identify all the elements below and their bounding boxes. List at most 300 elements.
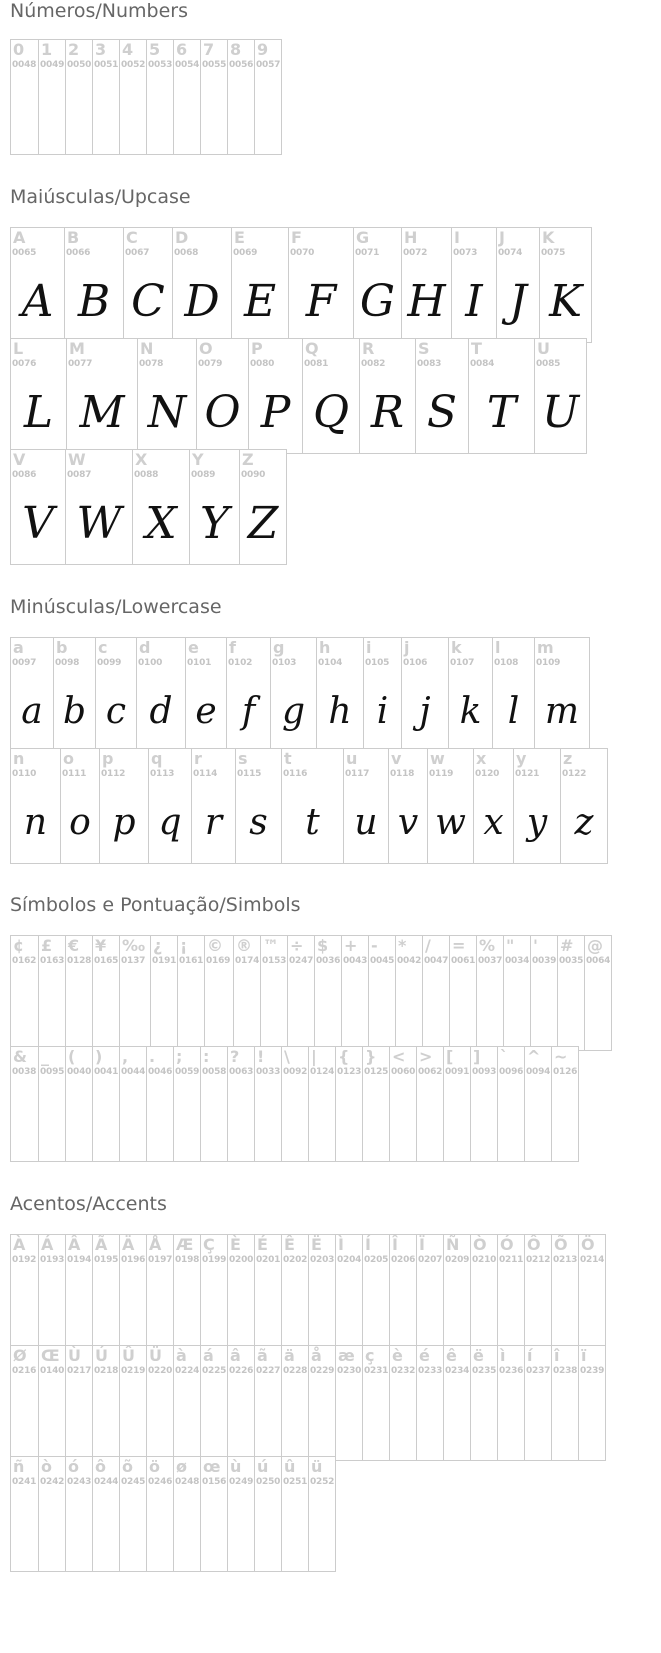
glyph-code-label: 0211: [499, 1255, 524, 1265]
glyph-cell-0084: [468, 338, 535, 454]
script-glyph-sample: y: [526, 801, 548, 843]
glyph-code-label: 0250: [256, 1477, 281, 1487]
glyph-code-label: 0204: [337, 1255, 362, 1265]
glyph-code-label: 0230: [337, 1366, 362, 1376]
glyph-char-label: ^: [527, 1047, 541, 1066]
glyph-code-label: 0084: [470, 359, 495, 369]
glyph-char-label: }: [365, 1047, 377, 1066]
glyph-char-label: x: [476, 749, 487, 768]
glyph-code-label: 0214: [580, 1255, 605, 1265]
script-glyph-sample: m: [544, 690, 580, 732]
glyph-char-label: |: [311, 1047, 317, 1066]
glyph-code-label: 0107: [450, 658, 475, 668]
glyph-cell-0112: [99, 748, 149, 864]
glyph-cell-0219: [119, 1345, 147, 1461]
glyph-cell-0212: [524, 1234, 552, 1350]
glyph-cell-0047: [422, 935, 450, 1051]
glyph-code-label: 0103: [272, 658, 297, 668]
glyph-cell-0140: [38, 1345, 66, 1461]
glyph-code-label: 0247: [289, 956, 314, 966]
glyph-cell-0119: [427, 748, 474, 864]
glyph-code-label: 0200: [229, 1255, 254, 1265]
script-glyph-sample: T: [486, 386, 517, 438]
glyph-cell-0217: [65, 1345, 93, 1461]
glyph-code-label: 0118: [390, 769, 415, 779]
glyph-code-label: 0086: [12, 470, 37, 480]
glyph-char-label: 4: [122, 40, 134, 59]
glyph-code-label: 0248: [175, 1477, 200, 1487]
glyph-code-label: 0102: [228, 658, 253, 668]
glyph-cell-0117: [343, 748, 389, 864]
glyph-char-label: Î: [392, 1235, 398, 1254]
glyph-code-label: 0196: [121, 1255, 146, 1265]
glyph-cell-0060: [389, 1046, 417, 1162]
glyph-char-label: (: [68, 1047, 76, 1066]
glyph-code-label: 0244: [94, 1477, 119, 1487]
glyph-cell-0165: [92, 935, 120, 1051]
glyph-cell-0067: [123, 227, 173, 343]
glyph-char-label: î: [554, 1346, 560, 1365]
glyph-char-label: V: [13, 450, 26, 469]
glyph-code-label: 0067: [125, 248, 150, 258]
glyph-cell-0058: [200, 1046, 228, 1162]
glyph-char-label: <: [392, 1047, 406, 1066]
glyph-code-label: 0093: [472, 1067, 497, 1077]
glyph-char-label: 8: [230, 40, 242, 59]
glyph-char-label: I: [454, 228, 460, 247]
glyph-code-label: 0165: [94, 956, 119, 966]
glyph-cell-0220: [146, 1345, 174, 1461]
glyph-cell-0053: [146, 39, 174, 155]
glyph-char-label: o: [63, 749, 74, 768]
glyph-cell-0115: [235, 748, 282, 864]
script-glyph-sample: J: [509, 275, 527, 327]
section-upcase: [10, 186, 582, 549]
glyph-code-label: 0092: [283, 1067, 308, 1077]
glyph-cell-0202: [281, 1234, 309, 1350]
glyph-char-label: &: [13, 1047, 27, 1066]
glyph-cell-0086: [10, 449, 66, 565]
glyph-char-label: B: [67, 228, 80, 247]
glyph-char-label: ‰: [122, 936, 146, 955]
script-glyph-sample: A: [21, 275, 54, 327]
glyph-cell-0051: [92, 39, 120, 155]
glyph-cell-0214: [578, 1234, 606, 1350]
glyph-char-label: d: [139, 638, 151, 657]
glyph-cell-0039: [530, 935, 558, 1051]
glyph-code-label: 0174: [235, 956, 260, 966]
script-glyph-sample: h: [328, 690, 352, 732]
glyph-cell-0036: [314, 935, 342, 1051]
glyph-code-label: 0061: [451, 956, 476, 966]
glyph-char-label: å: [311, 1346, 322, 1365]
glyph-cell-0248: [173, 1456, 201, 1572]
glyph-code-label: 0243: [67, 1477, 92, 1487]
glyph-cell-0116: [281, 748, 344, 864]
glyph-cell-0237: [524, 1345, 552, 1461]
glyph-cell-0200: [227, 1234, 255, 1350]
glyph-cell-0249: [227, 1456, 255, 1572]
glyph-char-label: Ê: [284, 1235, 295, 1254]
glyph-code-label: 0111: [62, 769, 87, 779]
glyph-cell-0055: [200, 39, 228, 155]
glyph-code-label: 0075: [541, 248, 566, 258]
glyph-char-label: Ç: [203, 1235, 215, 1254]
glyph-char-label: y: [516, 749, 527, 768]
glyph-char-label: i: [366, 638, 372, 657]
glyph-cell-0216: [10, 1345, 39, 1461]
glyph-row: [10, 1345, 605, 1461]
glyph-char-label: t: [284, 749, 292, 768]
glyph-code-label: 0228: [283, 1366, 308, 1376]
glyph-char-label: û: [284, 1457, 296, 1476]
glyph-row: [10, 637, 589, 753]
script-glyph-sample: U: [541, 386, 580, 438]
glyph-code-label: 0212: [526, 1255, 551, 1265]
glyph-cell-0123: [335, 1046, 363, 1162]
glyph-char-label: ¡: [180, 936, 188, 955]
glyph-code-label: 0156: [202, 1477, 227, 1487]
glyph-cell-0066: [64, 227, 124, 343]
glyph-code-label: 0039: [532, 956, 557, 966]
glyph-char-label: ™: [263, 936, 279, 955]
glyph-char-label: W: [68, 450, 86, 469]
glyph-char-label: ë: [473, 1346, 484, 1365]
glyph-code-label: 0113: [150, 769, 175, 779]
glyph-cell-0211: [497, 1234, 525, 1350]
glyph-cell-0048: [10, 39, 39, 155]
glyph-char-label: £: [41, 936, 53, 955]
glyph-cell-0083: [415, 338, 469, 454]
glyph-cell-0201: [254, 1234, 282, 1350]
glyph-code-label: 0068: [174, 248, 199, 258]
glyph-cell-0040: [65, 1046, 93, 1162]
glyph-char-label: A: [13, 228, 26, 247]
glyph-char-label: +: [344, 936, 358, 955]
glyph-char-label: 9: [257, 40, 269, 59]
glyph-char-label: Á: [41, 1235, 54, 1254]
script-glyph-sample: Y: [199, 497, 230, 549]
glyph-char-label: \: [284, 1047, 290, 1066]
glyph-char-label: ?: [230, 1047, 240, 1066]
glyph-char-label: G: [356, 228, 370, 247]
glyph-code-label: 0076: [12, 359, 37, 369]
glyph-char-label: Ì: [338, 1235, 344, 1254]
glyph-char-label: *: [398, 936, 407, 955]
glyph-cell-0235: [470, 1345, 498, 1461]
glyph-cell-0228: [281, 1345, 309, 1461]
glyph-char-label: c: [98, 638, 108, 657]
glyph-code-label: 0239: [580, 1366, 605, 1376]
glyph-code-label: 0162: [12, 956, 37, 966]
glyph-char-label: /: [425, 936, 431, 955]
glyph-char-label: È: [230, 1235, 241, 1254]
glyph-char-label: .: [149, 1047, 156, 1066]
glyph-cell-0065: [10, 227, 65, 343]
glyph-cell-0096: [497, 1046, 525, 1162]
glyph-char-label: =: [452, 936, 466, 955]
glyph-code-label: 0096: [499, 1067, 524, 1077]
glyph-code-label: 0040: [67, 1067, 92, 1077]
glyph-code-label: 0153: [262, 956, 287, 966]
glyph-code-label: 0073: [453, 248, 478, 258]
script-glyph-sample: i: [376, 690, 389, 732]
glyph-char-label: ': [533, 936, 538, 955]
script-glyph-sample: Q: [312, 386, 350, 438]
glyph-cell-0236: [497, 1345, 525, 1461]
glyph-cell-0089: [189, 449, 240, 565]
glyph-code-label: 0101: [187, 658, 212, 668]
glyph-code-label: 0036: [316, 956, 341, 966]
glyph-char-label: w: [430, 749, 445, 768]
glyph-cell-0088: [132, 449, 190, 565]
glyph-cell-0105: [363, 637, 402, 753]
glyph-code-label: 0077: [68, 359, 93, 369]
glyph-char-label: M: [69, 339, 85, 358]
glyph-row: [10, 935, 611, 1051]
glyph-cell-0234: [443, 1345, 471, 1461]
glyph-char-label: K: [542, 228, 555, 247]
glyph-code-label: 0234: [445, 1366, 470, 1376]
glyph-cell-0193: [38, 1234, 66, 1350]
script-glyph-sample: a: [21, 690, 43, 732]
glyph-cell-0098: [53, 637, 96, 753]
glyph-cell-0049: [38, 39, 66, 155]
glyph-code-label: 0109: [536, 658, 561, 668]
glyph-char-label: ä: [284, 1346, 295, 1365]
glyph-char-label: ø: [176, 1457, 187, 1476]
glyph-code-label: 0091: [445, 1067, 470, 1077]
script-glyph-sample: W: [76, 497, 122, 549]
glyph-cell-0075: [539, 227, 592, 343]
glyph-char-label: {: [338, 1047, 350, 1066]
glyph-code-label: 0082: [361, 359, 386, 369]
glyph-cell-0104: [316, 637, 364, 753]
glyph-cell-0251: [281, 1456, 309, 1572]
glyph-code-label: 0094: [526, 1067, 551, 1077]
glyph-char-label: X: [135, 450, 148, 469]
glyph-cell-0242: [38, 1456, 66, 1572]
glyph-char-label: U: [537, 339, 550, 358]
glyph-char-label: Ô: [527, 1235, 541, 1254]
glyph-cell-0035: [557, 935, 585, 1051]
glyph-cell-0227: [254, 1345, 282, 1461]
section-title: Acentos/Accents: [10, 1193, 167, 1215]
glyph-cell-0244: [92, 1456, 120, 1572]
glyph-cell-0063: [227, 1046, 255, 1162]
glyph-cell-0245: [119, 1456, 147, 1572]
glyph-char-label: œ: [203, 1457, 221, 1476]
glyph-code-label: 0033: [256, 1067, 281, 1077]
glyph-char-label: E: [234, 228, 245, 247]
glyph-cell-0057: [254, 39, 282, 155]
glyph-char-label: Ó: [500, 1235, 514, 1254]
glyph-char-label: ¿: [153, 936, 163, 955]
glyph-cell-0120: [473, 748, 514, 864]
glyph-cell-0238: [551, 1345, 579, 1461]
glyph-code-label: 0237: [526, 1366, 551, 1376]
glyph-cell-0125: [362, 1046, 390, 1162]
glyph-char-label: Ñ: [446, 1235, 460, 1254]
glyph-code-label: 0052: [121, 60, 146, 70]
glyph-cell-0038: [10, 1046, 39, 1162]
glyph-char-label: `: [500, 1047, 508, 1066]
glyph-code-label: 0232: [391, 1366, 416, 1376]
glyph-cell-0085: [534, 338, 587, 454]
glyph-char-label: p: [102, 749, 114, 768]
glyph-cell-0071: [353, 227, 402, 343]
section-symbols: [10, 894, 611, 1077]
glyph-code-label: 0203: [310, 1255, 335, 1265]
glyph-char-label: e: [188, 638, 199, 657]
glyph-char-label: Ü: [149, 1346, 162, 1365]
glyph-cell-0233: [416, 1345, 444, 1461]
glyph-char-label: !: [257, 1047, 265, 1066]
glyph-code-label: 0163: [40, 956, 65, 966]
glyph-cell-0081: [302, 338, 360, 454]
glyph-code-label: 0115: [237, 769, 262, 779]
glyph-code-label: 0227: [256, 1366, 281, 1376]
glyph-cell-0246: [146, 1456, 174, 1572]
glyph-char-label: Ò: [473, 1235, 487, 1254]
glyph-code-label: 0056: [229, 60, 254, 70]
glyph-cell-0210: [470, 1234, 498, 1350]
glyph-cell-0206: [389, 1234, 417, 1350]
glyph-cell-0101: [185, 637, 227, 753]
glyph-char-label: H: [404, 228, 418, 247]
glyph-cell-0068: [172, 227, 232, 343]
glyph-code-label: 0058: [202, 1067, 227, 1077]
glyph-row: [10, 748, 607, 864]
glyph-char-label: Æ: [176, 1235, 194, 1254]
glyph-char-label: ò: [41, 1457, 52, 1476]
glyph-cell-0070: [288, 227, 354, 343]
glyph-char-label: ã: [257, 1346, 268, 1365]
glyph-char-label: O: [199, 339, 213, 358]
glyph-cell-0107: [448, 637, 493, 753]
glyph-char-label: _: [41, 1047, 49, 1066]
glyph-cell-0122: [560, 748, 608, 864]
script-glyph-sample: c: [105, 690, 127, 732]
glyph-code-label: 0097: [12, 658, 37, 668]
script-glyph-sample: M: [79, 386, 125, 438]
glyph-cell-0045: [368, 935, 396, 1051]
glyph-cell-0073: [451, 227, 497, 343]
glyph-cell-0218: [92, 1345, 120, 1461]
glyph-code-label: 0057: [256, 60, 281, 70]
glyph-cell-0203: [308, 1234, 336, 1350]
glyph-code-label: 0195: [94, 1255, 119, 1265]
glyph-code-label: 0085: [536, 359, 561, 369]
script-glyph-sample: t: [305, 801, 320, 843]
glyph-char-label: J: [499, 228, 505, 247]
glyph-code-label: 0207: [418, 1255, 443, 1265]
glyph-char-label: ~: [554, 1047, 568, 1066]
script-glyph-sample: Z: [247, 497, 279, 549]
script-glyph-sample: n: [23, 801, 48, 843]
glyph-code-label: 0120: [475, 769, 500, 779]
glyph-char-label: Z: [242, 450, 254, 469]
glyph-cell-0106: [401, 637, 449, 753]
glyph-code-label: 0050: [67, 60, 92, 70]
glyph-code-label: 0047: [424, 956, 449, 966]
glyph-char-label: m: [537, 638, 554, 657]
glyph-char-label: %: [479, 936, 496, 955]
glyph-char-label: P: [251, 339, 263, 358]
glyph-cell-0239: [578, 1345, 606, 1461]
glyph-cell-0033: [254, 1046, 282, 1162]
glyph-cell-0192: [10, 1234, 39, 1350]
glyph-row: [10, 1234, 605, 1350]
glyph-code-label: 0095: [40, 1067, 65, 1077]
glyph-cell-0161: [177, 935, 205, 1051]
glyph-cell-0090: [239, 449, 287, 565]
glyph-cell-0213: [551, 1234, 579, 1350]
glyph-char-label: F: [291, 228, 302, 247]
section-title: Minúsculas/Lowercase: [10, 596, 222, 618]
glyph-cell-0195: [92, 1234, 120, 1350]
glyph-cell-0110: [10, 748, 61, 864]
glyph-code-label: 0220: [148, 1366, 173, 1376]
glyph-code-label: 0206: [391, 1255, 416, 1265]
script-glyph-sample: x: [483, 801, 504, 843]
glyph-cell-0128: [65, 935, 93, 1051]
glyph-char-label: ,: [122, 1047, 129, 1066]
glyph-cell-0034: [503, 935, 531, 1051]
glyph-code-label: 0072: [403, 248, 428, 258]
glyph-cell-0109: [534, 637, 590, 753]
glyph-code-label: 0201: [256, 1255, 281, 1265]
glyph-cell-0114: [191, 748, 236, 864]
glyph-char-label: 0: [13, 40, 25, 59]
glyph-code-label: 0161: [179, 956, 204, 966]
glyph-code-label: 0213: [553, 1255, 578, 1265]
glyph-code-label: 0126: [553, 1067, 578, 1077]
glyph-char-label: ": [506, 936, 515, 955]
glyph-cell-0229: [308, 1345, 336, 1461]
glyph-code-label: 0038: [12, 1067, 37, 1077]
glyph-cell-0196: [119, 1234, 147, 1350]
glyph-char-label: @: [587, 936, 603, 955]
glyph-char-label: 1: [41, 40, 53, 59]
glyph-cell-0097: [10, 637, 54, 753]
glyph-code-label: 0251: [283, 1477, 308, 1487]
glyph-cell-0069: [231, 227, 289, 343]
script-glyph-sample: S: [426, 386, 458, 438]
glyph-code-label: 0065: [12, 248, 37, 258]
glyph-cell-0103: [270, 637, 317, 753]
glyph-char-label: k: [451, 638, 462, 657]
script-glyph-sample: f: [241, 690, 256, 732]
glyph-char-label: ®: [236, 936, 252, 955]
glyph-char-label: Ä: [122, 1235, 135, 1254]
glyph-code-label: 0060: [391, 1067, 416, 1077]
glyph-char-label: Õ: [554, 1235, 568, 1254]
glyph-char-label: ñ: [13, 1457, 25, 1476]
glyph-code-label: 0088: [134, 470, 159, 480]
glyph-code-label: 0037: [478, 956, 503, 966]
glyph-cell-0205: [362, 1234, 390, 1350]
glyph-code-label: 0087: [67, 470, 92, 480]
glyph-cell-0113: [148, 748, 192, 864]
script-glyph-sample: e: [195, 690, 217, 732]
glyph-code-label: 0099: [97, 658, 122, 668]
glyph-char-label: r: [194, 749, 202, 768]
glyph-code-label: 0106: [403, 658, 428, 668]
script-glyph-sample: z: [574, 801, 594, 843]
glyph-code-label: 0242: [40, 1477, 65, 1487]
glyph-code-label: 0245: [121, 1477, 146, 1487]
